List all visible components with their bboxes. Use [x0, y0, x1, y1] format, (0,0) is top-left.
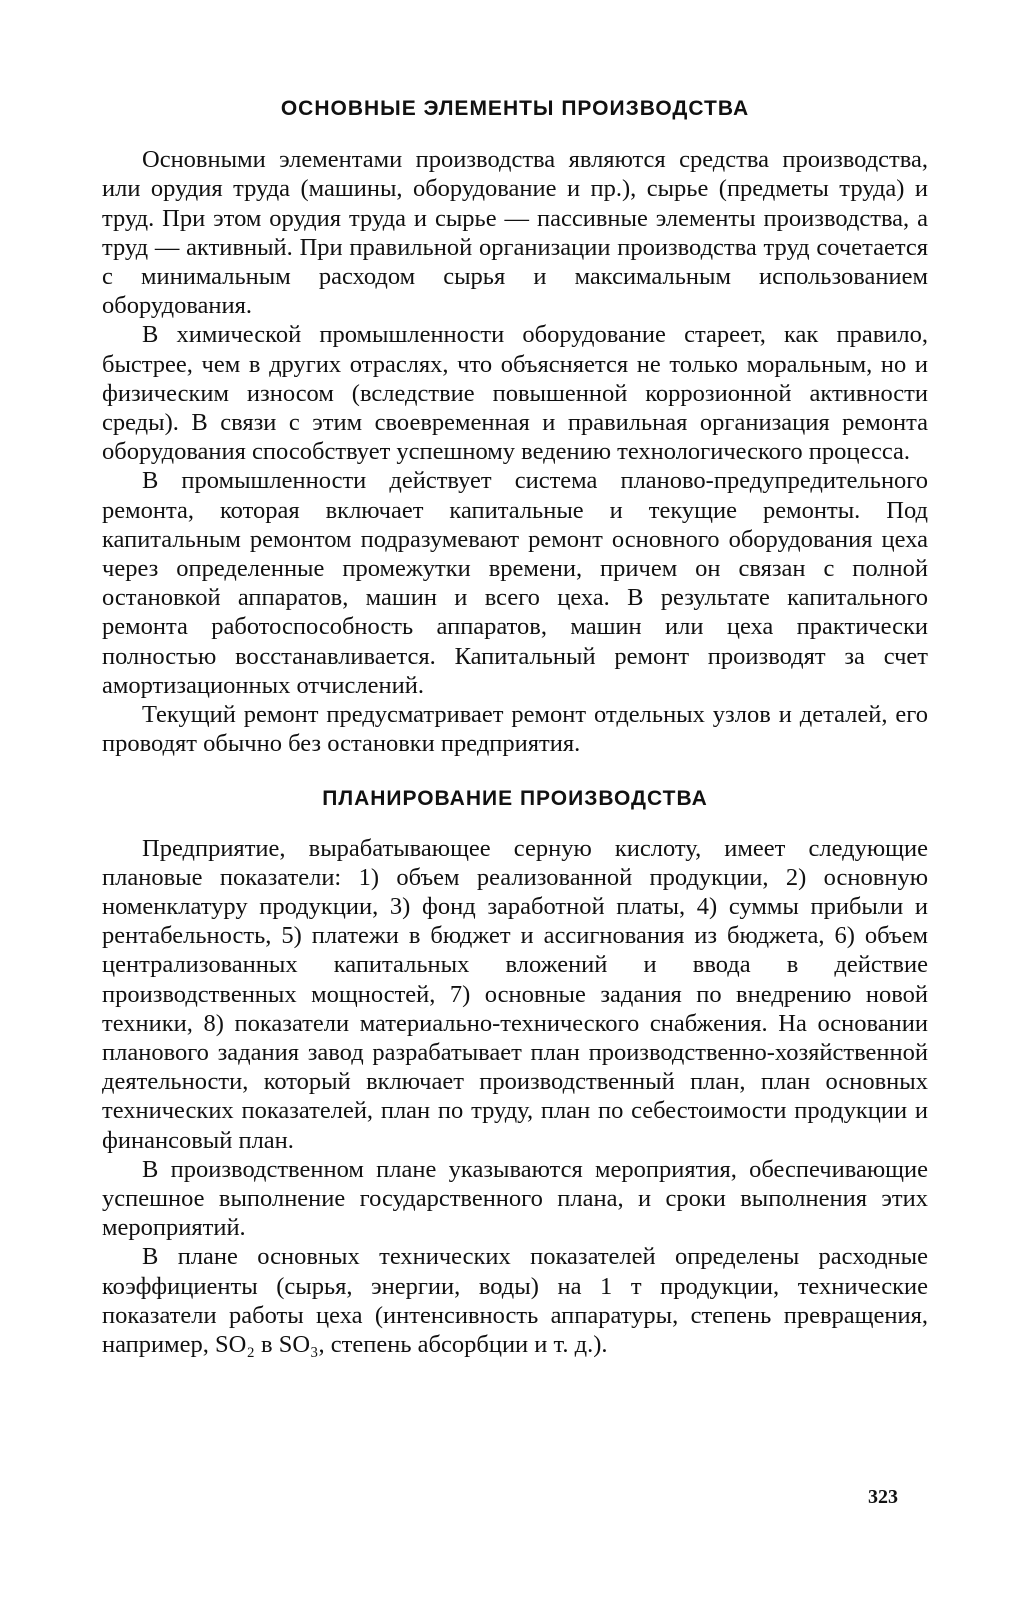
paragraph: В плане основных технических показателей определены расходные коэффициенты (сырья, энергии, воды) на 1 т продукции, технические показатели работы цеха (интенсивность аппаратуры, степень превращения, например, SO₂ в SO₃, степень абсорбции и т. д.). — [102, 1243, 928, 1359]
paragraph: В промышленности действует система планово-предупредительного ремонта, которая включает капитальные и текущие ремонты. Под капитальным ремонтом подразумевают ремонт основного оборудования цеха через определенные промежутки времени, причем он связан с полной остановкой аппаратов, машин и всего цеха. В результате капитального ремонта работоспособность аппаратов, машин или цеха практически полностью восстанавливается. Капитальный ремонт производят за счет амортизационных отчислений. — [102, 467, 928, 699]
paragraph: Основными элементами производства являются средства производства, или орудия труда (машины, оборудование и пр.), сырье (предметы труда) и труд. При этом орудия труда и сырье — пассивные элементы производства, а труд — активный. При правильной организации производства труд сочетается с минимальным расходом сырья и максимальным использованием оборудования. — [102, 146, 928, 320]
paragraph: Текущий ремонт предусматривает ремонт отдельных узлов и деталей, его проводят обычно без остановки предприятия. — [102, 701, 928, 758]
page-body — [102, 96, 928, 1359]
paragraph: В производственном плане указываются мероприятия, обеспечивающие успешное выполнение государственного плана, и сроки выполнения этих мероприятий. — [102, 1155, 928, 1242]
page-number: 323 — [868, 1486, 898, 1508]
paragraph: В химической промышленности оборудование стареет, как правило, быстрее, чем в других отраслях, что объясняется не только моральным, но и физическим износом (вследствие повышенной коррозионной активности среды). В связи с этим своевременная и правильная организация ремонта оборудования способствует успешному ведению технологического процесса. — [102, 321, 928, 466]
section-heading-production-elements: ОСНОВНЫЕ ЭЛЕМЕНТЫ ПРОИЗВОДСТВА — [280, 97, 750, 120]
section-heading-production-planning: ПЛАНИРОВАНИЕ ПРОИЗВОДСТВА — [322, 787, 708, 811]
paragraph: Предприятие, вырабатывающее серную кислоту, имеет следующие плановые показатели: 1) объем реализованной продукции, 2) основную номенклатуру продукции, 3) фонд заработной платы, 4) суммы прибыли и рентабельность, 5) платежи в бюджет и ассигнования из бюджета, 6) объем централизованных капитальных вложений и ввода в действие производственных мощностей, 7) основные задания по внедрению новой техники, 8) показатели материально-технического снабжения. На основании планового задания завод разрабатывает план производственно-хозяйственной деятельности, который включает производственный план, план основных технических показателей, план по труду, план по себестоимости продукции и финансовый план. — [102, 834, 928, 1154]
